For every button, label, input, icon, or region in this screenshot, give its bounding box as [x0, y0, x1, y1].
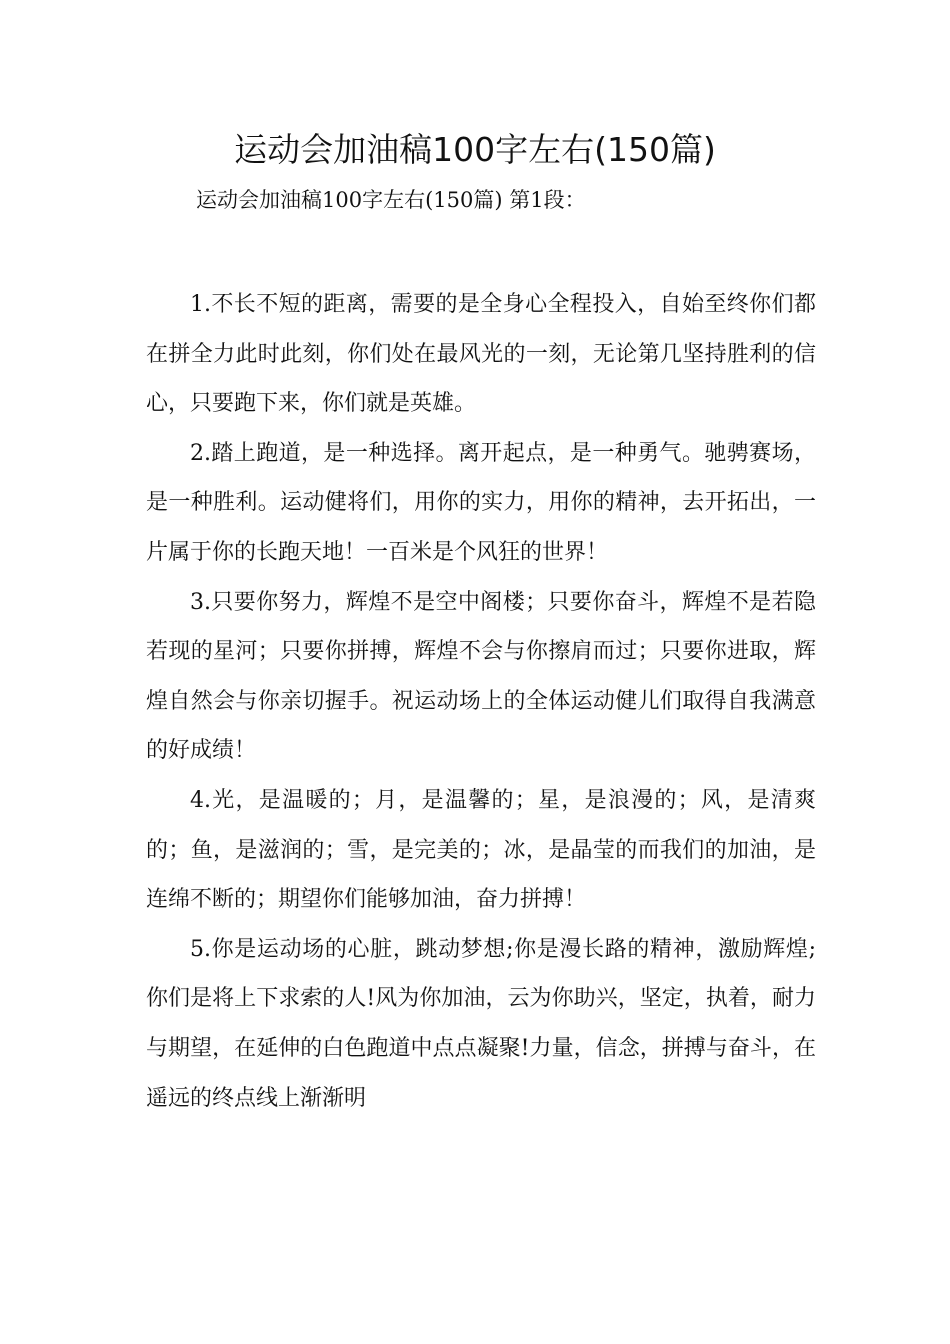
- section-heading: 运动会加油稿100字左右(150篇) 第1段：: [196, 188, 586, 212]
- paragraph-5: 5.你是运动场的心脏，跳动梦想;你是漫长路的精神，激励辉煌;你们是将上下求索的人!风为你加油，云为你助兴，坚定，执着，耐力与期望，在延伸的白色跑道中点点凝聚!力量，信念，拼搏与奋斗，在遥远的终点线上渐渐明: [146, 936, 816, 1111]
- paragraph-1: 1.不长不短的距离，需要的是全身心全程投入，自始至终你们都在拼全力此时此刻，你们处在最风光的一刻，无论第几坚持胜利的信心，只要跑下来，你们就是英雄。: [146, 292, 816, 417]
- document-body: [146, 280, 816, 1123]
- paragraph-4: 4.光，是温暖的；月，是温馨的；星，是浪漫的；风，是清爽的；鱼，是滋润的；雪，是完美的；冰，是晶莹的而我们的加油，是连绵不断的；期望你们能够加油，奋力拼搏！: [146, 787, 816, 913]
- paragraph-3: 3.只要你努力，辉煌不是空中阁楼；只要你奋斗，辉煌不是若隐若现的星河；只要你拼搏，辉煌不会与你擦肩而过；只要你进取，辉煌自然会与你亲切握手。祝运动场上的全体运动健儿们取得自我满意的好成绩！: [146, 589, 816, 764]
- page-title: 运动会加油稿100字左右(150篇): [234, 130, 716, 169]
- paragraph-2: 2.踏上跑道，是一种选择。离开起点，是一种勇气。驰骋赛场，是一种胜利。运动健将们，用你的实力，用你的精神，去开拓出，一片属于你的长跑天地！一百米是个风狂的世界！: [146, 440, 816, 565]
